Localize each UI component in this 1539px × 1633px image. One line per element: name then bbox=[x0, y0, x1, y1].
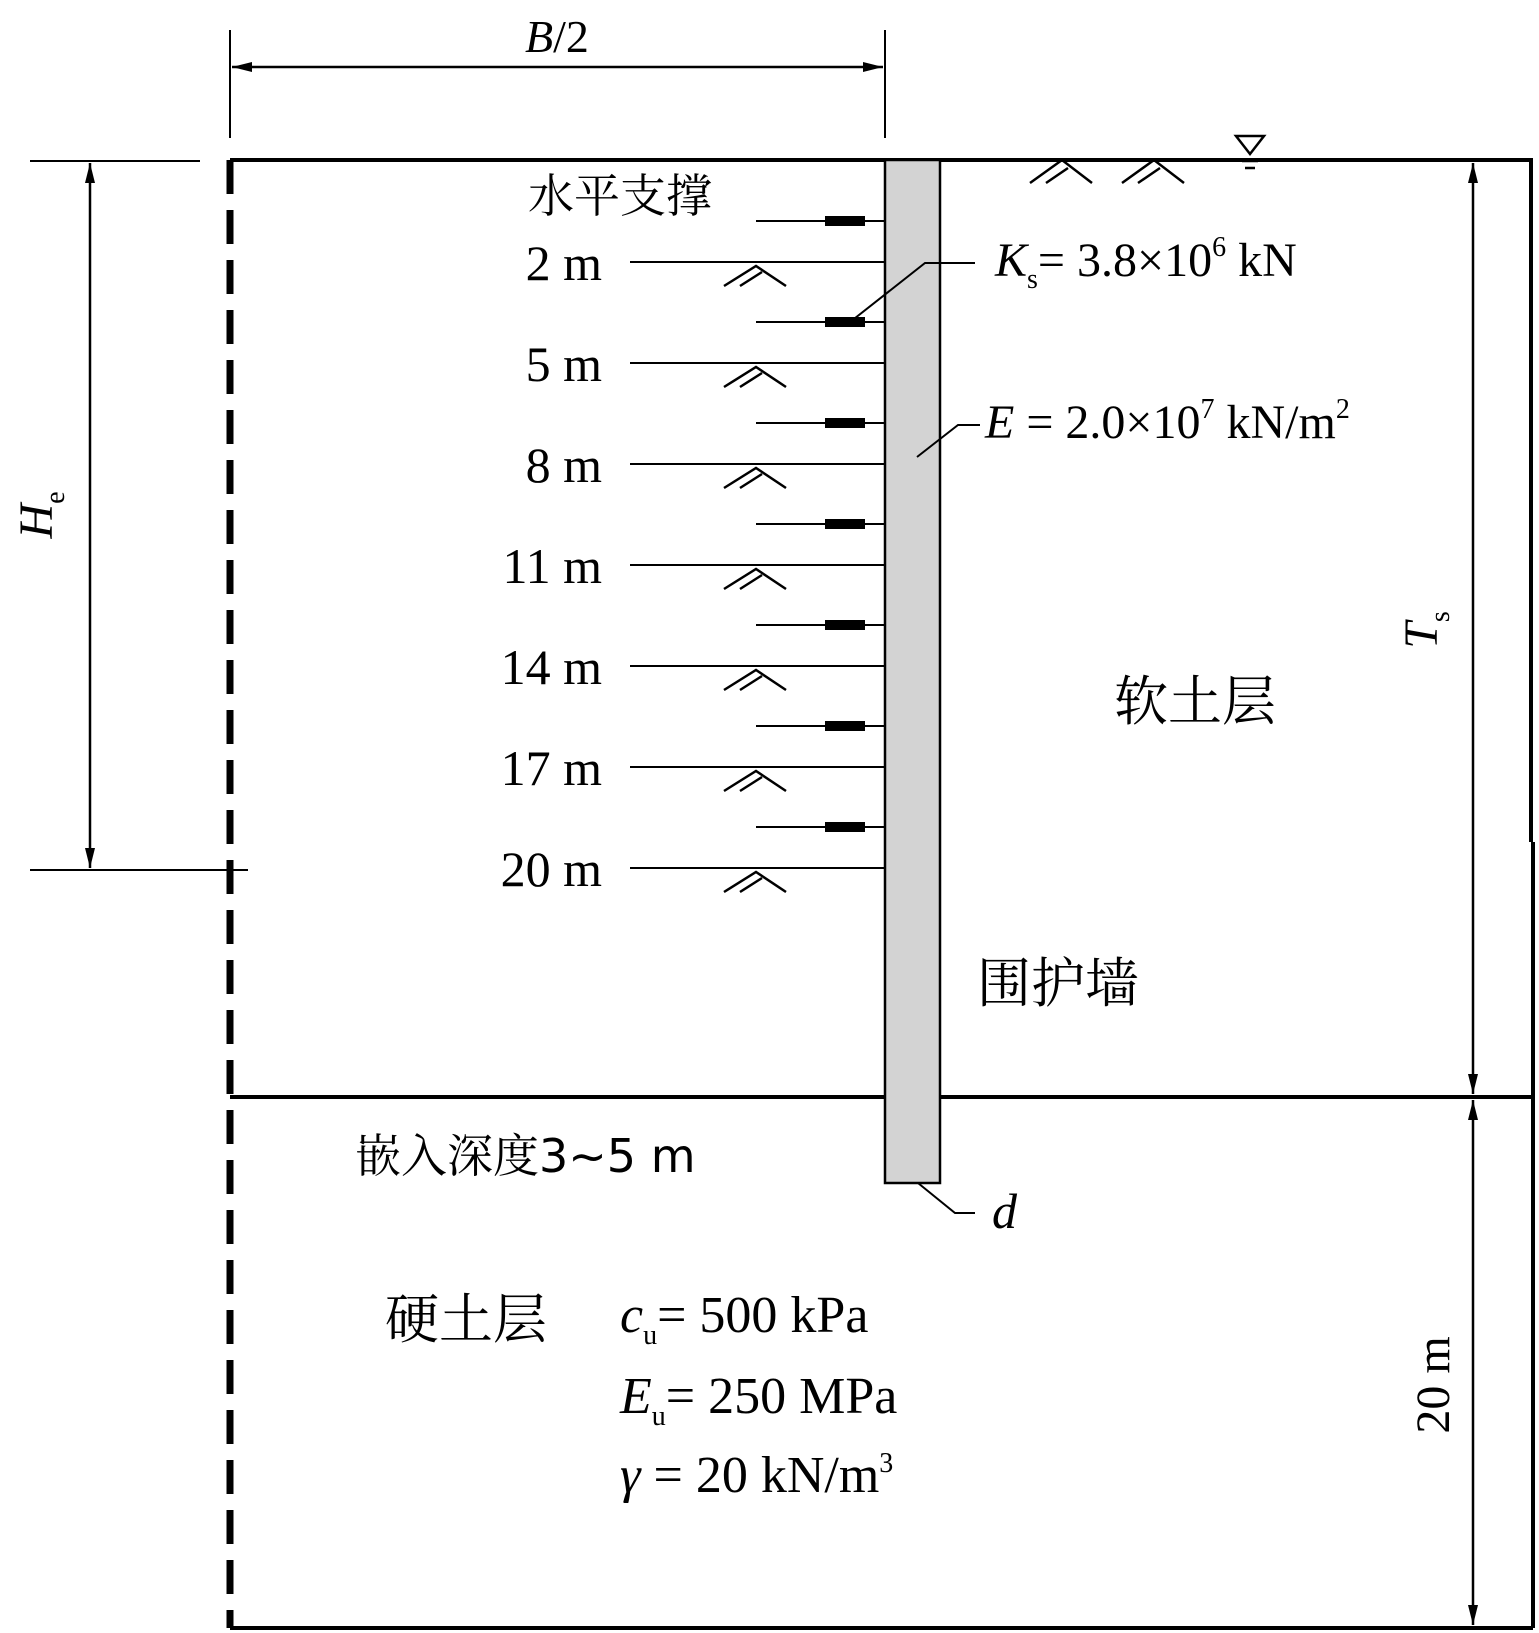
soft-layer-label: 软土层 bbox=[1114, 670, 1276, 733]
water-table-icon bbox=[1236, 136, 1264, 168]
embedment-depth-label: 嵌入深度3~5 m bbox=[355, 1129, 696, 1183]
excavation-hatch bbox=[724, 872, 786, 892]
strut-spring bbox=[825, 822, 865, 832]
hard-layer-label: 硬土层 bbox=[385, 1288, 547, 1351]
excavation-hatch bbox=[724, 569, 786, 589]
excavation-depth-level-label: 2 m bbox=[525, 235, 602, 291]
excavation-hatch bbox=[724, 468, 786, 488]
excavation-depth-level-label: 14 m bbox=[500, 639, 602, 695]
strut-stiffness-label: $K_s= 3.8\times 10^6$ kN bbox=[995, 232, 1297, 295]
excavation-depth-level-label: 11 m bbox=[502, 538, 602, 594]
excavation-hatch bbox=[724, 670, 786, 690]
model-right-boundary bbox=[1531, 160, 1533, 1628]
strut-spring bbox=[825, 721, 865, 731]
excavation-depth-level-label: 17 m bbox=[500, 740, 602, 796]
ground-hatch bbox=[1030, 160, 1184, 183]
strut-spring bbox=[825, 620, 865, 630]
hard-layer-thickness-dimension bbox=[1407, 1100, 1473, 1625]
excavation-depth-level-label: 5 m bbox=[525, 336, 602, 392]
struts-title: 水平支撑 bbox=[528, 169, 712, 223]
ground-surface bbox=[230, 160, 1533, 183]
hard-layer-parameters bbox=[619, 1287, 897, 1504]
retaining-wall bbox=[885, 160, 940, 1183]
excavation-hatch bbox=[724, 367, 786, 387]
excavation-depth-level-label: 20 m bbox=[500, 841, 602, 897]
excavation-depth-label: $H_e$ bbox=[10, 491, 71, 539]
half-width-label: B/2 bbox=[525, 11, 589, 62]
wall-thickness-label: d bbox=[992, 1183, 1017, 1239]
excavation-depth-dimension bbox=[10, 161, 248, 870]
strut-spring bbox=[825, 418, 865, 428]
half-width-dimension bbox=[230, 11, 885, 138]
retaining-wall-label: 围护墙 bbox=[977, 952, 1139, 1015]
excavation-depth-level-label: 8 m bbox=[525, 437, 602, 493]
excavation-hatch bbox=[724, 771, 786, 791]
wall-modulus-label: $E = 2.0\times 10^7$ $kN/m^2$ bbox=[985, 394, 1350, 449]
unit-weight-label: γ = 20 $kN/m^3$ bbox=[620, 1447, 894, 1504]
wall-thickness-leader bbox=[918, 1183, 975, 1213]
excavation-hatch bbox=[724, 266, 786, 286]
undrained-modulus-label: $E_u= 250$ MPa bbox=[620, 1368, 898, 1432]
hard-layer-thickness-label: 20 m bbox=[1407, 1336, 1460, 1434]
soft-layer-thickness-dimension bbox=[1395, 163, 1473, 1094]
strut-spring bbox=[825, 216, 865, 226]
struts-group bbox=[501, 216, 885, 897]
undrained-strength-label: $c_u= 500$ kPa bbox=[620, 1287, 869, 1351]
strut-spring bbox=[825, 519, 865, 529]
soft-layer-thickness-label: $T_s$ bbox=[1395, 611, 1456, 649]
